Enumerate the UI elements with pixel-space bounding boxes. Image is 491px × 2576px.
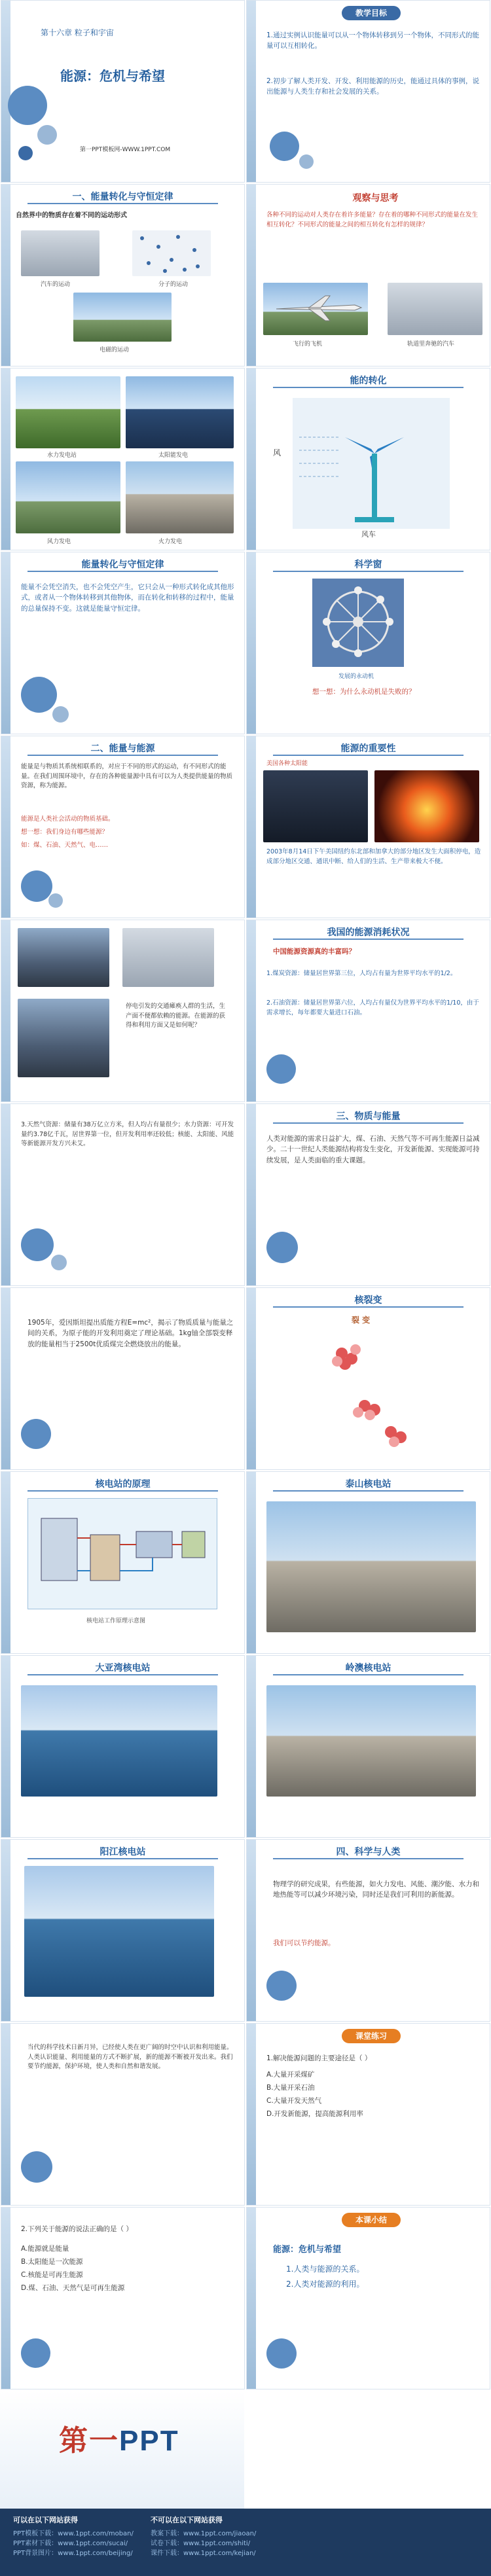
slide-edge xyxy=(1,185,10,366)
row-12 xyxy=(0,2023,491,2207)
people-photo xyxy=(18,999,109,1077)
answer-option: C.大量开发天然气 xyxy=(266,2097,322,2105)
list-item: 2.石油资源：储量居世界第六位，人均占有量仅为世界平均水平的1/10，由于需求增长，每年都要大量进口石油。 xyxy=(266,999,479,1016)
decor-circle xyxy=(51,1255,67,1270)
lightning-photo xyxy=(73,293,172,342)
slide-edge xyxy=(1,1,10,182)
objective-item: 2.初步了解人类开发、开发、利用能源的历史，能通过具体的事例，说出能源与人类生存和社会发展的关系。 xyxy=(266,77,480,96)
answer-option: D.开发新能源，提高能源利用率 xyxy=(266,2110,363,2118)
summary-line: 2.人类对能源的利用。 xyxy=(286,2280,365,2289)
traffic-photo xyxy=(18,928,109,987)
plant-photo xyxy=(21,1685,217,1797)
summary-badge: 本课小结 xyxy=(342,2213,401,2227)
photo-caption: 电磁的运动 xyxy=(100,347,130,353)
logo-area xyxy=(0,2391,244,2509)
slide-fission xyxy=(246,1287,490,1470)
slide-text: 3.天然气资源：储量有38万亿立方米，但人均占有量很少；水力资源：可开发量约3.78亿千瓦，居世界第一位，但开发利用率还较低；核能、太阳能、风能等新能源开发方兴未艾。 xyxy=(21,1121,234,1148)
plant-photo xyxy=(266,1685,476,1797)
row-5 xyxy=(0,736,491,920)
slide-title: 我国的能源消耗状况 xyxy=(273,925,464,940)
slide-edge xyxy=(247,368,256,550)
row-1 xyxy=(0,0,491,184)
slide-title: 岭澳核电站 xyxy=(273,1661,464,1675)
slide-nuclear-principle xyxy=(1,1471,245,1654)
slide-power xyxy=(1,368,245,550)
decor-circle xyxy=(21,2151,52,2183)
answer-option: A.大量开采煤矿 xyxy=(266,2071,315,2079)
slide-edge xyxy=(1,920,10,1101)
footer-link[interactable]: PPT背景图片：www.1ppt.com/beijing/ xyxy=(13,2549,133,2557)
slide-edge xyxy=(247,185,256,366)
red-text: 我们可以节约能源。 xyxy=(273,1939,335,1947)
photo-caption: 火力发电 xyxy=(158,539,183,545)
summary-line: 能源：危机与希望 xyxy=(273,2245,342,2255)
chapter-label: 第十六章 粒子和宇宙 xyxy=(41,28,114,37)
wheel-icon xyxy=(312,579,404,667)
slide-title: 能源的重要性 xyxy=(273,742,464,756)
slide-edge xyxy=(1,736,10,918)
decor-circle xyxy=(21,1419,51,1449)
red-text: 想一想：我们身边有哪些能源？ xyxy=(21,829,109,836)
slide-cover xyxy=(1,0,245,183)
decor-circle xyxy=(37,125,57,145)
slide-importance xyxy=(246,736,490,918)
decor-circle xyxy=(266,1054,296,1084)
row-9 xyxy=(0,1471,491,1655)
slide-title: 四、科学与人类 xyxy=(273,1845,464,1859)
footer-link[interactable]: 试卷下载：www.1ppt.com/shiti/ xyxy=(151,2539,251,2547)
slide-title: 能的转化 xyxy=(273,374,464,388)
slide-blackout xyxy=(1,920,245,1102)
photo-caption: 轨道里奔驰的汽车 xyxy=(407,341,455,348)
slide-edge xyxy=(247,1656,256,1837)
slide-matter-energy xyxy=(246,1103,490,1286)
slide-resources xyxy=(1,1103,245,1286)
question-text: 想一想：为什么永动机是失败的？ xyxy=(312,688,416,696)
slide-edge xyxy=(247,920,256,1101)
answer-option: A.能源就是能量 xyxy=(21,2245,69,2253)
nuclear-diagram xyxy=(27,1498,217,1609)
slide-subtitle: 自然界中的物质存在着不同的运动形式 xyxy=(16,212,127,219)
slide-title: 泰山核电站 xyxy=(273,1477,464,1492)
plant-photo xyxy=(266,1501,476,1632)
footer-link[interactable]: PPT素材下载：www.1ppt.com/sucai/ xyxy=(13,2539,128,2547)
fire-photo xyxy=(374,770,479,842)
solar-photo xyxy=(126,376,234,448)
photo-caption: 风力发电 xyxy=(47,539,71,545)
molecule-photo xyxy=(132,230,211,276)
slide-edge xyxy=(247,1288,256,1469)
answer-option: B.大量开采石油 xyxy=(266,2084,315,2092)
decor-circle xyxy=(48,893,63,908)
site-logo[interactable] xyxy=(59,2417,179,2459)
answer-option: C.核能是可再生能源 xyxy=(21,2271,83,2279)
list-item: 1.煤炭资源：储量居世界第三位，人均占有量为世界平均水平的1/2。 xyxy=(266,970,457,977)
site-label: 第一PPT模板网-WWW.1PPT.COM xyxy=(80,147,171,153)
logo-part-a: 第一 xyxy=(59,2425,119,2457)
slide-text: 物理学的研究成果，有些能源，如火力发电、风能、潮汐能、水力和地热能等可以减少环境污染，同时还是我们可利用的新能源。 xyxy=(273,1880,479,1899)
objective-item: 1.通过实例认识能量可以从一个物体转移到另一个物体，不同形式的能量可以互相转化。 xyxy=(266,31,480,50)
decor-circle xyxy=(21,2338,50,2368)
windmill-icon xyxy=(293,398,450,529)
slide-lingao xyxy=(246,1655,490,1838)
footer-column xyxy=(13,2515,134,2558)
slide-energy-source xyxy=(1,736,245,918)
slide-text: 各种不同的运动对人类存在着许多能量？存在着的哪种不同形式的能量在发生相互转化？不同形式的能量之间的相互转化有怎样的规律？ xyxy=(266,211,479,228)
answer-option: B.太阳能是一次能源 xyxy=(21,2258,83,2266)
molecules-icon xyxy=(132,230,211,276)
decor-circle xyxy=(21,1228,54,1261)
row-4 xyxy=(0,552,491,736)
footer-heading: 不可以在以下网站获得 xyxy=(151,2516,223,2524)
footer-link[interactable]: PPT模板下载：www.1ppt.com/moban/ xyxy=(13,2530,134,2537)
windmill-diagram xyxy=(293,398,450,529)
question-text: 中国能源资源真的丰富吗？ xyxy=(273,948,355,956)
objectives-badge: 教学目标 xyxy=(342,6,401,20)
plant-photo xyxy=(24,1866,214,1997)
slide-title: 二、能量与能源 xyxy=(27,742,218,756)
slide-title: 核裂变 xyxy=(273,1293,464,1308)
photo-caption: 汽车的运动 xyxy=(41,281,71,288)
airplane-icon xyxy=(263,283,368,335)
fission-label: 裂 变 xyxy=(352,1315,371,1325)
slide-yangjiang xyxy=(1,1839,245,2022)
wind-photo xyxy=(16,461,120,533)
slide-china-energy xyxy=(246,920,490,1102)
slide-edge xyxy=(1,2024,10,2205)
decor-circle xyxy=(52,706,69,723)
slide-dayawan xyxy=(1,1655,245,1838)
decor-circle xyxy=(266,1971,297,2001)
slide-text: 人类对能源的需求日益扩大，煤、石油、天然气等不可再生能源日益减少。二十一世纪人类能源结构将发生变化，开发新能源、实现能源可持续发展，是人类面临的重大课题。 xyxy=(266,1135,480,1164)
logo-part-b: PPT xyxy=(119,2425,179,2457)
slide-edge xyxy=(247,2208,256,2389)
exercise-badge: 课堂练习 xyxy=(342,2029,401,2043)
slide-edge xyxy=(247,2024,256,2205)
slide-edge xyxy=(1,1840,10,2021)
photo-caption: 水力发电站 xyxy=(47,452,77,459)
footer-strip xyxy=(0,2509,491,2576)
slide-title: 三、物质与能量 xyxy=(273,1109,464,1124)
slide-objectives xyxy=(246,0,490,183)
slide-science-human xyxy=(246,1839,490,2022)
row-11 xyxy=(0,1839,491,2023)
question-text: 1.解决能源问题的主要途径是（ ） xyxy=(266,2054,372,2062)
slide-edge xyxy=(1,1656,10,1837)
red-text: 如：煤、石油、天然气、电…… xyxy=(21,842,109,849)
windmill-label: 风车 xyxy=(361,530,376,539)
slide-edge xyxy=(1,1472,10,1653)
slide-edge xyxy=(1,1288,10,1469)
row-2 xyxy=(0,184,491,368)
fission-icon xyxy=(312,1327,430,1452)
car-photo xyxy=(21,230,100,276)
decor-circle xyxy=(21,870,52,902)
row-8 xyxy=(0,1287,491,1471)
wind-label: 风 xyxy=(273,448,282,457)
slide-summary xyxy=(246,2207,490,2389)
slide-science-window xyxy=(246,552,490,734)
slide-edge xyxy=(247,1104,256,1285)
slide-text: 停电引发的交通瘫痪人群的生活，生产面不便都依赖的能源。在能源的获得和利用方面又是如何呢？ xyxy=(126,1003,226,1029)
photo-caption: 分子的运动 xyxy=(158,281,189,288)
slide-edge xyxy=(1,2208,10,2389)
slide-edge xyxy=(247,1,256,182)
summary-line: 1.人类与能源的关系。 xyxy=(286,2264,365,2274)
decor-circle xyxy=(270,132,299,161)
slide-energy-law xyxy=(1,184,245,367)
slide-title: 核电站的原理 xyxy=(27,1477,218,1492)
slide-text: 能量是与物质其系统相联系的，对应于不同的形式的运动，有不同形式的能量。在我们周围环境中，存在的各种能量源中具有可以为人类提供能量的物质资源，称为能源。 xyxy=(21,763,233,790)
slide-title: 科学窗 xyxy=(273,558,464,572)
answer-option: D.煤、石油、天然气是可再生能源 xyxy=(21,2284,125,2292)
footer-link[interactable]: 课件下载：www.1ppt.com/kejian/ xyxy=(151,2549,256,2557)
slide-exercise-1 xyxy=(246,2023,490,2206)
slide-conservation xyxy=(1,552,245,734)
slide-summary-text xyxy=(1,2023,245,2206)
slide-title: 阳江核电站 xyxy=(27,1845,218,1859)
slide-text: 当代的科学技术日新月异，已经使人类在更广阔的时空中认识和利用能量。人类认识能量、利用能量的方式不断扩展，新的能源不断被开发出来。我们要节约能源，保护环境，使人类和自然和谐发展。 xyxy=(27,2044,233,2071)
slide-edge xyxy=(1,368,10,550)
decor-circle xyxy=(21,677,57,713)
question-text: 2.下列关于能源的说法正确的是（ ） xyxy=(21,2225,133,2233)
photo-caption: 飞行的飞机 xyxy=(293,341,323,348)
street-photo xyxy=(122,928,214,987)
row-6 xyxy=(0,920,491,1103)
airplane-photo xyxy=(263,283,368,335)
decor-circle xyxy=(18,146,33,160)
row-3 xyxy=(0,368,491,552)
slide-text: 2003年8月14日下午美国纽约东北部和加拿大的部分地区发生大面积停电，造成部分地区交通、通讯中断、给人们的生活、生产带来极大不便。 xyxy=(266,848,481,865)
slide-text: 1905年，爱因斯坦提出质能方程E=mc²，揭示了物质质量与能量之间的关系，为原子能的开发利用奠定了理论基础。1kg铀全部裂变释放的能量相当于2500t优质煤完全燃烧放出的能量。 xyxy=(27,1319,234,1348)
slide-conversion xyxy=(246,368,490,550)
thermal-photo xyxy=(126,461,234,533)
perpetual-machine-photo xyxy=(312,579,404,667)
decor-circle xyxy=(299,154,314,169)
slide-qinshan xyxy=(246,1471,490,1654)
slide-observe xyxy=(246,184,490,367)
slide-edge xyxy=(1,1104,10,1285)
decor-circle xyxy=(266,2338,297,2369)
crowd-photo xyxy=(263,770,368,842)
car-photo xyxy=(388,283,482,335)
plant-diagram-icon xyxy=(28,1499,218,1610)
footer-link[interactable]: 教案下载：www.1ppt.com/jiaoan/ xyxy=(151,2530,257,2537)
footer xyxy=(0,2391,491,2576)
decor-circle xyxy=(266,1232,298,1263)
slide-edge xyxy=(247,1472,256,1653)
slide-einstein xyxy=(1,1287,245,1470)
row-10 xyxy=(0,1655,491,1839)
slide-subtitle: 美国各种太阳能 xyxy=(266,760,308,767)
photo-caption: 发展的永动机 xyxy=(338,673,374,680)
slide-edge xyxy=(247,736,256,918)
slide-edge xyxy=(247,1840,256,2021)
slide-exercise-2 xyxy=(1,2207,245,2389)
slide-title: 观察与思考 xyxy=(352,193,399,204)
row-13 xyxy=(0,2207,491,2391)
footer-heading: 可以在以下网站获得 xyxy=(13,2516,78,2524)
diagram-caption: 核电站工作原理示意图 xyxy=(86,1618,146,1624)
decor-circle xyxy=(8,86,47,125)
row-7 xyxy=(0,1103,491,1287)
photo-caption: 太阳能发电 xyxy=(158,452,189,459)
slide-edge xyxy=(247,552,256,734)
slide-title: 能量转化与守恒定律 xyxy=(27,558,218,572)
hydro-photo xyxy=(16,376,120,448)
page-title: 能源：危机与希望 xyxy=(60,68,165,84)
slide-title: 一、能量转化与守恒定律 xyxy=(27,190,218,204)
slide-title: 大亚湾核电站 xyxy=(27,1661,218,1675)
footer-column xyxy=(151,2515,256,2558)
slide-text: 能量不会凭空消失，也不会凭空产生，它只会从一种形式转化成其他形式，或者从一个物体转移到其他物体，而在转化和转移的过程中，能量的总量保持不变。这就是能量守恒定律。 xyxy=(21,583,234,613)
slide-edge xyxy=(1,552,10,734)
red-text: 能源是人类社会活动的物质基础。 xyxy=(21,815,115,823)
